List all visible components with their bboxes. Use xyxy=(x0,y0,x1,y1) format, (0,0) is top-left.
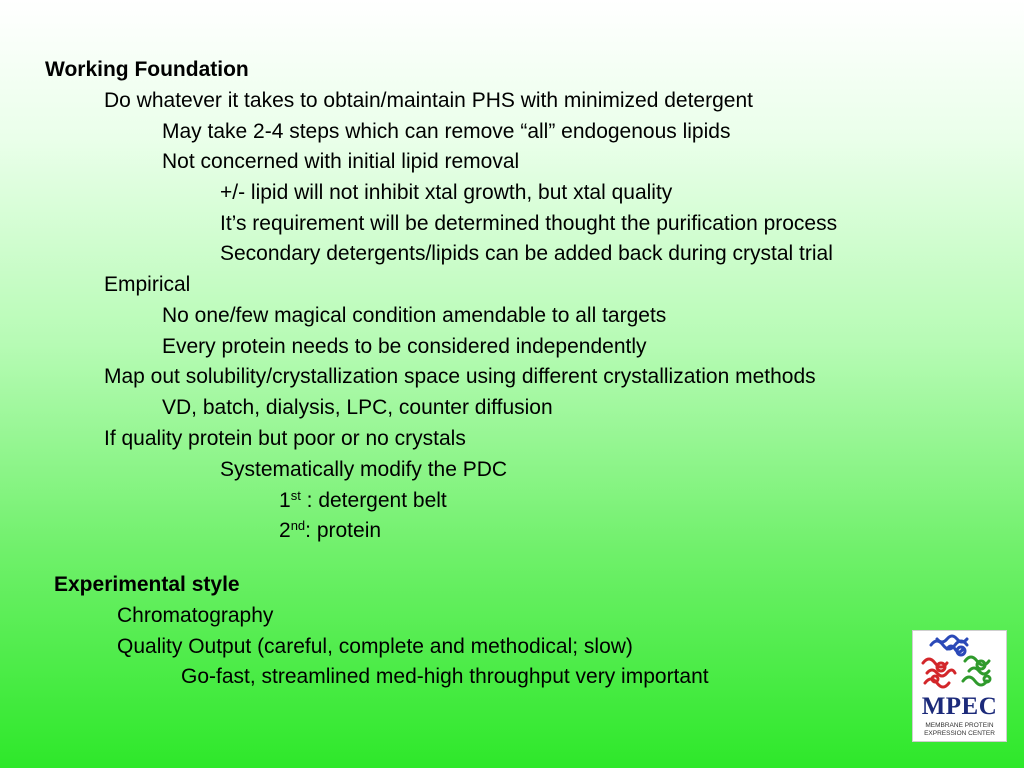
bullet-phs-detergent: Do whatever it takes to obtain/maintain PHS with minimized detergent xyxy=(104,89,753,112)
ordinal-suffix: st xyxy=(290,488,301,503)
logo-subtitle-line2: EXPRESSION CENTER xyxy=(924,730,995,737)
bullet-requirement: It’s requirement will be determined thought the purification process xyxy=(220,212,838,235)
bullet-text: : protein xyxy=(305,519,382,542)
bullet-second-protein xyxy=(279,517,381,545)
bullet-every-protein: Every protein needs to be considered independently xyxy=(162,335,647,358)
ordinal-number: 1 xyxy=(279,489,291,512)
bullet-go-fast: Go-fast, streamlined med-high throughput very important xyxy=(181,665,709,688)
bullet-secondary-detergents: Secondary detergents/lipids can be added back during crystal trial xyxy=(220,242,833,265)
mpec-logo xyxy=(912,630,1007,742)
bullet-no-magical-condition: No one/few magical condition amendable to all targets xyxy=(162,304,667,327)
bullet-empirical: Empirical xyxy=(104,273,191,296)
experimental-style-heading: Experimental style xyxy=(54,573,240,596)
bullet-initial-lipid-removal: Not concerned with initial lipid removal xyxy=(162,150,520,173)
bullet-first-detergent-belt xyxy=(279,487,447,515)
logo-subtitle-line1: MEMBRANE PROTEIN xyxy=(925,722,994,729)
ordinal-suffix: nd xyxy=(290,518,306,533)
bullet-xtal-quality: +/- lipid will not inhibit xtal growth, but xtal quality xyxy=(220,181,673,204)
logo-title: MPEC xyxy=(921,693,998,720)
bullet-chromatography: Chromatography xyxy=(117,604,274,627)
working-foundation-heading: Working Foundation xyxy=(45,58,249,81)
protein-structure-icon xyxy=(917,633,1003,695)
bullet-text: : detergent belt xyxy=(300,489,447,512)
bullet-quality-protein: If quality protein but poor or no crystals xyxy=(104,427,466,450)
bullet-methods-list: VD, batch, dialysis, LPC, counter diffusion xyxy=(162,396,553,419)
bullet-map-solubility: Map out solubility/crystallization space using different crystallization methods xyxy=(104,365,816,388)
ordinal-number: 2 xyxy=(279,519,291,542)
bullet-lipid-steps: May take 2-4 steps which can remove “all” endogenous lipids xyxy=(162,120,731,143)
bullet-modify-pdc: Systematically modify the PDC xyxy=(220,458,508,481)
bullet-quality-output: Quality Output (careful, complete and methodical; slow) xyxy=(117,635,633,658)
